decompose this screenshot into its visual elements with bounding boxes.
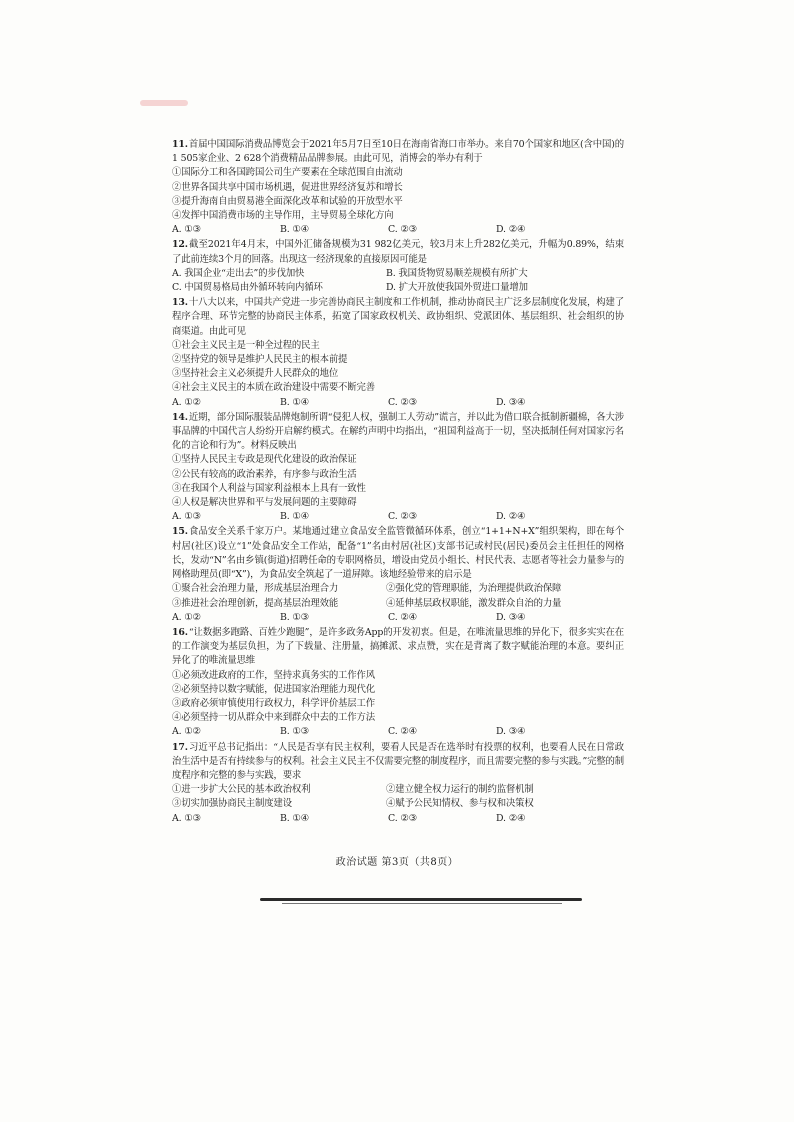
question-number: 16.: [172, 626, 188, 638]
statement-option: ②必须坚持以数字赋能，促进国家治理能力现代化: [172, 683, 375, 695]
choice-d[interactable]: D. ③④: [496, 726, 526, 738]
scan-stain: [140, 100, 188, 106]
question-stem: 食品安全关系千家万户。某地通过建立食品安全监管微循环体系，创立“1+1+N+X”组织架构，即在每个村居(社区)设立“1”处食品安全工作站，配备“1”名由村居(社区)支部书记或村民(居民)委员会主任担任的网格长，发动“N”名由乡镇(街道)招聘任命的专职网格员，增设由党员小组长、村民代表、志愿者等社会力量参与的网格助理员(即“X”)，为食品安全筑起了一道屏障。该地经验带来的启示是: [172, 526, 624, 581]
statement-option: ①进一步扩大公民的基本政治权利: [172, 784, 311, 796]
statement-option: ④社会主义民主的本质在政治建设中需要不断完善: [172, 382, 375, 394]
question-stem: “让数据多跑路、百姓少跑腿”，是许多政务App的开发初衷。但是，在唯流量思维的异化下，很多实实在在的工作演变为基层负担，为了下载量、注册量，搞摊派、求点赞，实在是背离了数字赋能治理的本意。要纠正异化了的唯流量思维: [172, 626, 624, 667]
statement-options: [172, 582, 624, 596]
question-13: [172, 296, 624, 410]
choice-c[interactable]: C. ②③: [388, 812, 417, 824]
statement-option: ②世界各国共享中国市场机遇，促进世界经济复苏和增长: [172, 181, 403, 193]
choice-c[interactable]: C. ②④: [388, 726, 417, 738]
statement-option: ①坚持人民民主专政是现代化建设的政治保证: [172, 454, 357, 466]
choice-a[interactable]: A. ①③: [172, 812, 201, 824]
answer-choices: [172, 396, 624, 410]
choice-b[interactable]: B. ①③: [280, 611, 309, 623]
question-16: [172, 626, 624, 740]
choice-c[interactable]: C. 中国贸易格局由外循环转向内循环: [172, 282, 323, 294]
choice-d[interactable]: D. ②④: [496, 511, 526, 523]
question-stem: 首届中国国际消费品博览会于2021年5月7日至10日在海南省海口市举办。来自70个国家和地区(含中国)的1 505家企业、2 628个消费精品品牌参展。由此可见，消博会的举办有利于: [172, 139, 624, 165]
statement-option: ④延伸基层政权职能，激发群众自治的力量: [386, 597, 562, 609]
statement-options: [172, 783, 624, 797]
question-number: 17.: [172, 741, 188, 753]
statement-option: ④必须坚持一切从群众中来到群众中去的工作方法: [172, 712, 375, 724]
statement-option: ③切实加强协商民主制度建设: [172, 798, 292, 810]
choice-d[interactable]: D. ②④: [496, 812, 526, 824]
answer-choices: [172, 725, 624, 739]
statement-options: [172, 597, 624, 611]
choice-d[interactable]: D. 扩大开放使我国外贸进口量增加: [386, 282, 528, 294]
question-14: [172, 411, 624, 525]
statement-option: ①社会主义民主是一种全过程的民主: [172, 339, 320, 351]
question-number: 11.: [172, 139, 188, 150]
question-number: 12.: [172, 239, 188, 251]
statement-option: ③在我国个人利益与国家利益根本上具有一致性: [172, 482, 366, 494]
choice-b[interactable]: B. 我国货物贸易顺差规模有所扩大: [386, 267, 528, 279]
statement-option: ①必须改进政府的工作，坚持求真务实的工作作风: [172, 669, 375, 681]
answer-choices: [172, 281, 624, 295]
question-number: 13.: [172, 297, 188, 309]
question-area: [172, 138, 624, 827]
bottom-rule-thin: [282, 903, 562, 904]
choice-b[interactable]: B. ①④: [280, 812, 309, 824]
statement-option: ②强化党的管理职能，为治理提供政治保障: [386, 583, 562, 595]
statement-option: ②建立健全权力运行的制约监督机制: [386, 784, 534, 796]
statement-option: ③提升海南自由贸易港全面深化改革和试验的开放型水平: [172, 195, 403, 207]
answer-choices: [172, 611, 624, 625]
choice-a[interactable]: A. ①②: [172, 726, 201, 738]
answer-choices: [172, 267, 624, 281]
bottom-rule: [260, 898, 582, 901]
question-15: [172, 525, 624, 624]
statement-option: ②坚持党的领导是维护人民民主的根本前提: [172, 354, 348, 366]
choice-d[interactable]: D. ②④: [496, 224, 526, 236]
choice-a[interactable]: A. ①③: [172, 511, 201, 523]
question-stem: 截至2021年4月末，中国外汇储备规模为31 982亿美元，较3月末上升282亿美元，升幅为0.89%，结束了此前连续3个月的回落。出现这一经济现象的直接原因可能是: [172, 239, 624, 265]
choice-c[interactable]: C. ②③: [388, 511, 417, 523]
choice-a[interactable]: A. ①②: [172, 611, 201, 623]
choice-d[interactable]: D. ③④: [496, 396, 526, 408]
answer-choices: [172, 510, 624, 524]
statement-option: ③推进社会治理创新，提高基层治理效能: [172, 597, 339, 609]
statement-option: ②公民有较高的政治素养，有序参与政治生活: [172, 468, 357, 480]
statement-option: ①国际分工和各国跨国公司生产要素在全球范围自由流动: [172, 167, 403, 179]
question-17: [172, 741, 624, 826]
statement-options: [172, 797, 624, 811]
statement-option: ④发挥中国消费市场的主导作用，主导贸易全球化方向: [172, 210, 394, 222]
question-number: 15.: [172, 526, 188, 538]
statement-option: ④人权是解决世界和平与发展问题的主要障碍: [172, 497, 357, 509]
choice-b[interactable]: B. ①④: [280, 224, 309, 236]
statement-option: ④赋予公民知情权、参与权和决策权: [386, 798, 534, 810]
choice-d[interactable]: D. ③④: [496, 611, 526, 623]
choice-a[interactable]: A. ①③: [172, 224, 201, 236]
question-stem: 习近平总书记指出：“人民是否享有民主权利，要看人民是否在选举时有投票的权利，也要看人民在日常政治生活中是否有持续参与的权利。社会主义民主不仅需要完整的制度程序，而且需要完整的参与实践。”完整的制度程序和完整的参与实践，要求: [172, 741, 624, 781]
statement-option: ③坚持社会主义必须提升人民群众的地位: [172, 368, 339, 380]
choice-c[interactable]: C. ②③: [388, 224, 417, 236]
question-number: 14.: [172, 411, 188, 423]
choice-b[interactable]: B. ①③: [280, 726, 309, 738]
statement-option: ③政府必须审慎使用行政权力，科学评价基层工作: [172, 697, 375, 709]
page-footer: 政治试题 第3页（共8页）: [335, 857, 459, 868]
choice-b[interactable]: B. ①④: [280, 511, 309, 523]
question-stem: 十八大以来，中国共产党进一步完善协商民主制度和工作机制，推动协商民主广泛多层制度化发展，构建了程序合理、环节完整的协商民主体系，拓宽了国家政权机关、政协组织、党派团体、基层组织、社会组织的协商渠道。由此可见: [172, 297, 624, 337]
choice-b[interactable]: B. ①④: [280, 396, 309, 408]
choice-c[interactable]: C. ②③: [388, 396, 417, 408]
choice-a[interactable]: A. ①②: [172, 396, 201, 408]
choice-a[interactable]: A. 我国企业“走出去”的步伐加快: [172, 267, 305, 279]
answer-choices: [172, 812, 624, 826]
choice-c[interactable]: C. ②④: [388, 611, 417, 623]
question-11: [172, 138, 624, 237]
question-12: [172, 238, 624, 295]
statement-option: ①聚合社会治理力量，形成基层治理合力: [172, 583, 339, 595]
answer-choices: [172, 223, 624, 237]
question-stem: 近期，部分国际服装品牌炮制所谓“侵犯人权，强制工人劳动”谎言，并以此为借口联合抵制新疆棉，各大涉事品牌的中国代言人纷纷开启解约模式。在解约声明中均指出，“祖国利益高于一切，坚决抵制任何对国家污名化的言论和行为”。材料反映出: [172, 411, 624, 452]
